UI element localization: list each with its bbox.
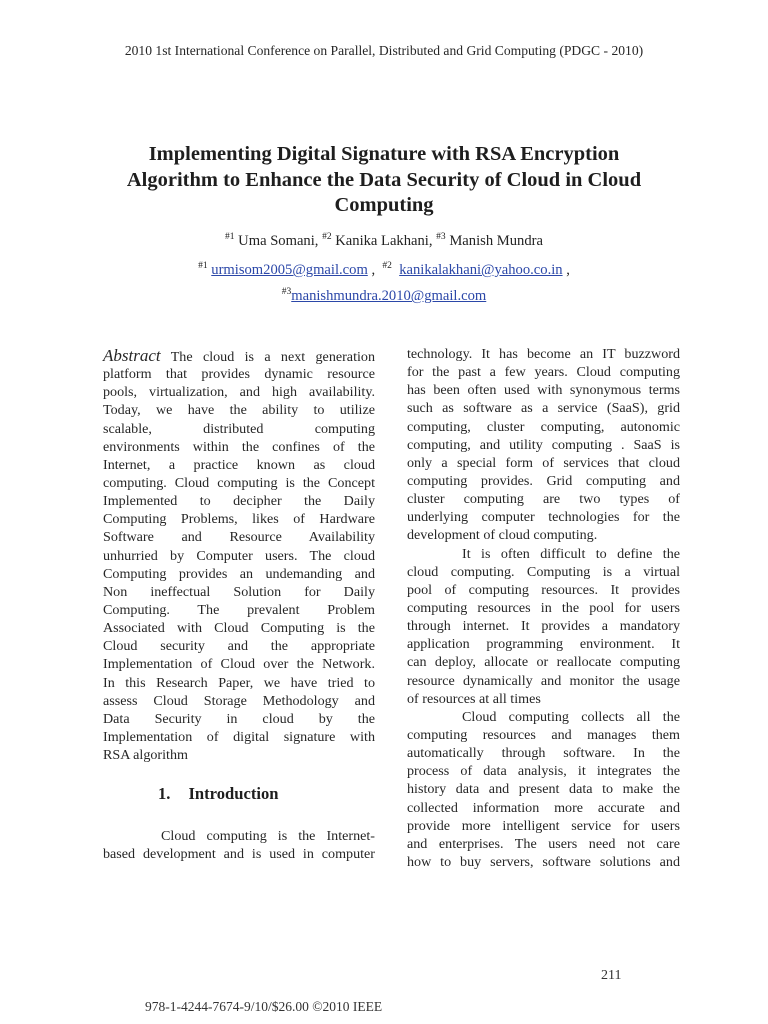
- body-line: only a special form of services that cloud: [407, 454, 680, 471]
- body-line: collected information more accurate and: [407, 799, 680, 816]
- title-line: Algorithm to Enhance the Data Security of Cloud in Cloud: [126, 168, 642, 191]
- email-mark: #3: [281, 287, 292, 298]
- abstract: [103, 347, 375, 764]
- email-separator: ,: [562, 262, 570, 278]
- body-line: through internet. It provides a mandatory: [407, 618, 680, 635]
- body-line: of resources at all times: [407, 690, 541, 707]
- abstract-line: Computing. The prevalent Problem: [103, 601, 375, 618]
- body-line: can deploy, allocate or reallocate computing: [407, 654, 680, 671]
- email-mark: #2: [382, 261, 392, 272]
- body-line: It is often difficult to define the: [462, 545, 680, 562]
- body-line: computing provides. Grid computing and: [407, 472, 680, 489]
- body-line: automatically through software. In the: [407, 745, 680, 762]
- abstract-line: Computing provides an undemanding and: [103, 565, 375, 582]
- abstract-line: Implementation of Cloud over the Network.: [103, 656, 375, 673]
- abstract-line: [103, 347, 375, 365]
- abstract-line: In this Research Paper, we have tried to: [103, 674, 375, 691]
- abstract-line: assess Cloud Storage Methodology and: [103, 692, 375, 709]
- body-line: how to buy servers, software solutions and: [407, 853, 680, 870]
- author-list: [0, 233, 768, 250]
- author-name: Uma Somani,: [238, 233, 319, 249]
- email-link[interactable]: manishmundra.2010@gmail.com: [291, 288, 487, 304]
- page-number: 211: [601, 968, 622, 983]
- body-line: Cloud computing is the Internet-: [161, 828, 375, 844]
- author-mark: #1: [225, 232, 235, 243]
- body-line: Cloud computing collects all the: [462, 708, 680, 725]
- body-line: application programming environment. It: [407, 636, 680, 653]
- abstract-line: RSA algorithm: [103, 747, 188, 764]
- abstract-line: scalable, distributed computing: [103, 420, 375, 437]
- title-line: Implementing Digital Signature with RSA Encryption: [148, 143, 620, 165]
- body-line: process of data analysis, it integrates the: [407, 763, 680, 780]
- body-line: underlying computer technologies for the: [407, 509, 680, 526]
- body-line: cloud computing. Computing is a virtual: [407, 563, 680, 580]
- email-list: [0, 288, 768, 305]
- abstract-line: Computing Problems, likes of Hardware: [103, 511, 375, 528]
- conference-header: 2010 1st International Conference on Parallel, Distributed and Grid Computing (PDGC - 2010): [124, 43, 644, 58]
- introduction-text: [103, 827, 375, 863]
- abstract-line: Software and Resource Availability: [103, 529, 375, 546]
- abstract-line: Cloud security and the appropriate: [103, 638, 375, 655]
- footer-isbn: 978-1-4244-7674-9/10/$26.00 ©2010 IEEE: [145, 999, 383, 1014]
- email-separator: ,: [367, 262, 376, 278]
- body-line: pool of computing resources. It provides: [407, 581, 680, 598]
- body-line: computing, cluster computing, autonomic: [407, 418, 680, 435]
- body-line: has been often used with synonymous terms: [407, 382, 680, 399]
- abstract-line: Today, we have the ability to utilize: [103, 402, 375, 419]
- email-link[interactable]: kanikalakhani@yahoo.co.in: [399, 262, 563, 278]
- abstract-line: Implemented to decipher the Daily: [103, 493, 375, 510]
- title-line: Computing: [334, 194, 434, 216]
- body-line: such as software as a service (SaaS), grid: [407, 400, 680, 417]
- author-mark: #2: [322, 232, 332, 243]
- abstract-line: Non ineffectual Solution for Daily: [103, 583, 375, 600]
- abstract-line: pools, virtualization, and high availability.: [103, 384, 375, 401]
- body-line: computing resources and manages them: [407, 726, 680, 743]
- email-link[interactable]: urmisom2005@gmail.com: [211, 262, 368, 278]
- abstract-line: Implementation of digital signature with: [103, 728, 375, 745]
- author-mark: #3: [436, 232, 446, 243]
- abstract-line: environments within the confines of the: [103, 438, 375, 455]
- body-line: computing, and utility computing . SaaS is: [407, 436, 680, 453]
- author-name: Manish Mundra: [449, 233, 543, 249]
- body-line: and enterprises. The users need not care: [407, 835, 680, 852]
- body-line: provide more intelligent service for users: [407, 817, 680, 834]
- body-line: history data and present data to make the: [407, 781, 680, 798]
- email-list: [0, 262, 768, 279]
- email-mark: #1: [198, 261, 208, 272]
- body-line: technology. It has become an IT buzzword: [407, 346, 680, 362]
- body-line: resource dynamically and monitor the usage: [407, 672, 680, 689]
- paper-title: [90, 142, 678, 219]
- abstract-line: Data Security in cloud by the: [103, 710, 375, 727]
- abstract-label: Abstract: [103, 346, 161, 365]
- abstract-line: computing. Cloud computing is the Concept: [103, 474, 375, 491]
- abstract-line: unhurried by Computer users. The cloud: [103, 547, 375, 564]
- section-number: 1.: [158, 784, 171, 803]
- body-line: development of cloud computing.: [407, 527, 598, 544]
- body-line: cluster computing are two types of: [407, 491, 680, 508]
- right-column: [407, 345, 680, 871]
- section-heading: [158, 784, 297, 804]
- body-line: for the past a few years. Cloud computing: [407, 364, 680, 381]
- body-line: based development and is used in computer: [103, 846, 375, 863]
- abstract-line: Internet, a practice known as cloud: [103, 456, 375, 473]
- author-name: Kanika Lakhani,: [335, 233, 433, 249]
- abstract-line: platform that provides dynamic resource: [103, 366, 375, 383]
- abstract-text: The cloud is a next generation: [170, 349, 375, 365]
- abstract-line: Associated with Cloud Computing is the: [103, 620, 375, 637]
- body-line: computing resources in the pool for users: [407, 599, 680, 616]
- section-title: Introduction: [188, 784, 279, 803]
